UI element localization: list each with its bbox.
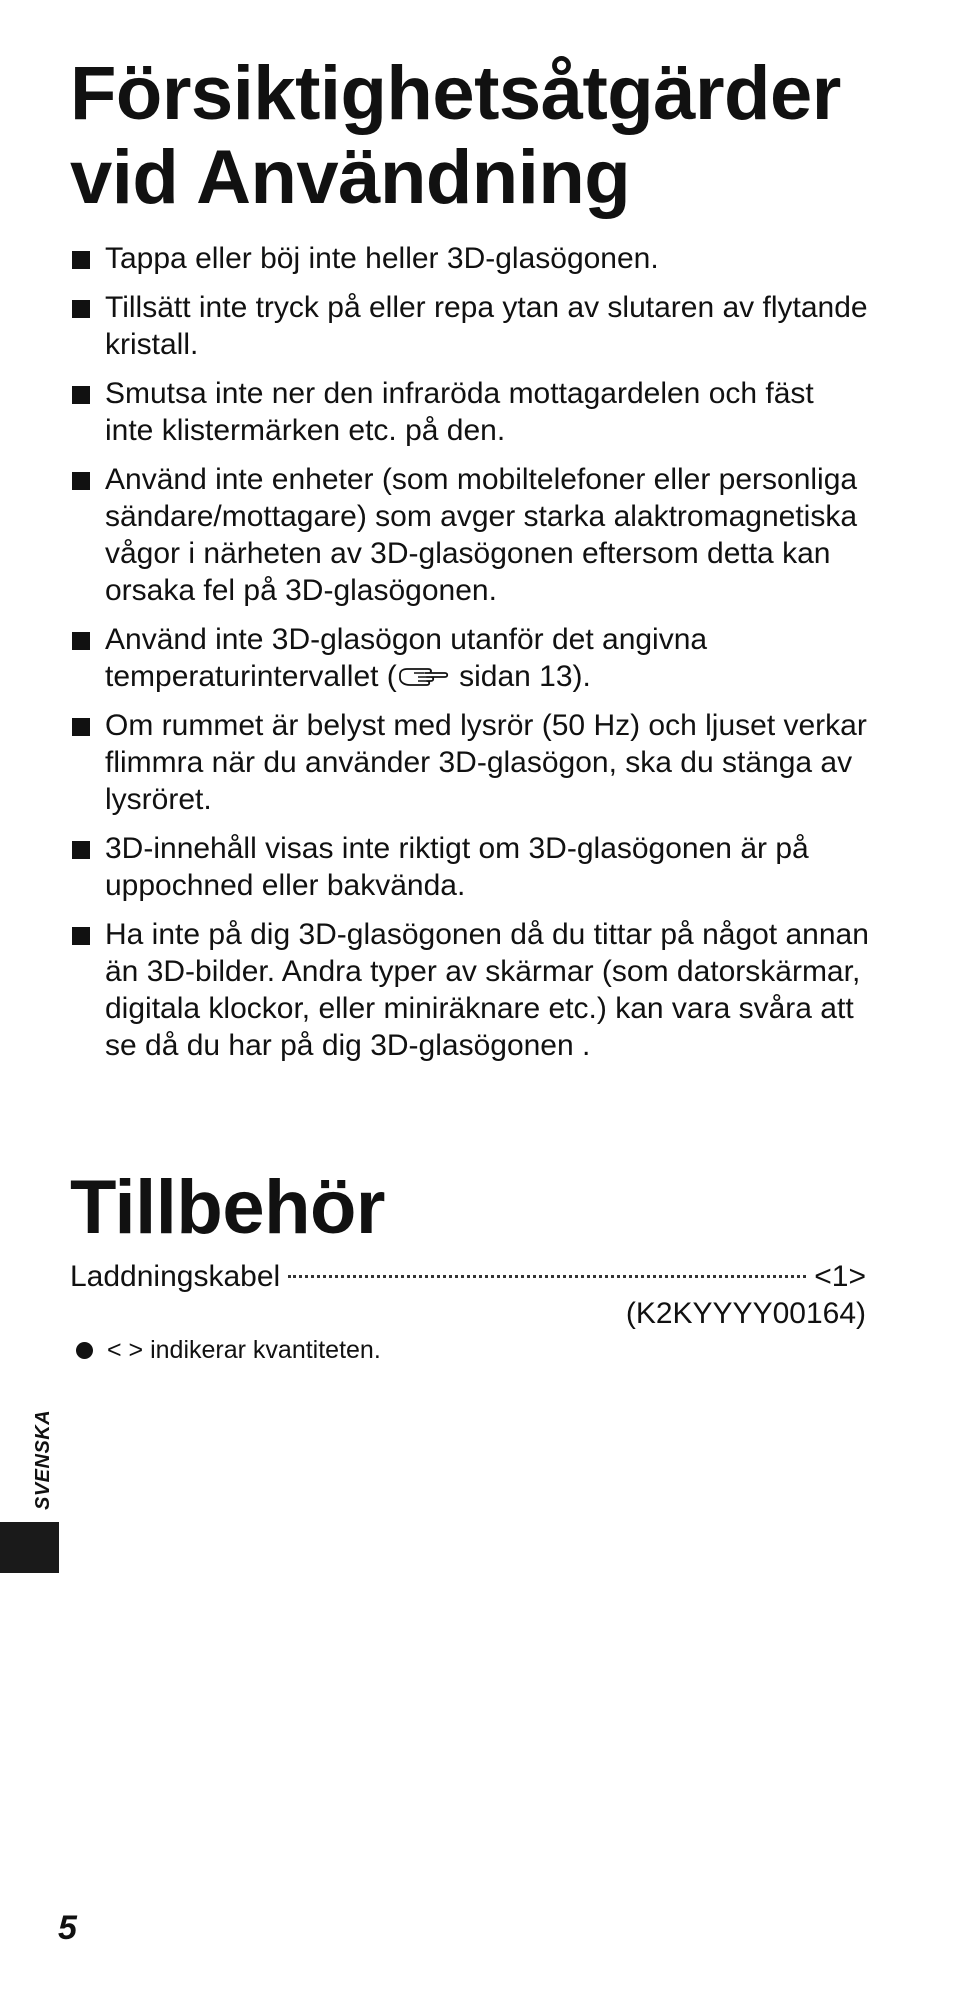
square-bullet-icon (72, 841, 90, 859)
pointing-hand-icon (398, 663, 450, 689)
square-bullet-icon (72, 927, 90, 945)
precaution-text: 3D-innehåll visas inte riktigt om 3D-glasögonen är på uppochned eller bakvända. (105, 832, 809, 902)
dot-leader (288, 1275, 806, 1278)
list-item (70, 830, 870, 904)
precaution-text: Tappa eller böj inte heller 3D-glasögonen. (105, 242, 659, 275)
list-item (70, 240, 870, 277)
language-tab-marker (0, 1522, 59, 1573)
list-item (70, 461, 870, 609)
precaution-text: Om rummet är belyst med lysrör (50 Hz) och ljuset verkar flimmra när du använder 3D-glasögon, ska du stänga av lysröret. (105, 709, 867, 816)
round-bullet-icon (76, 1342, 93, 1359)
precaution-text: Använd inte enheter (som mobiltelefoner eller personliga sändare/mottagare) som avger starka alaktromagnetiska vågor i närheten av 3D-glasögonen eftersom detta kan orsaka fel på 3D-glasögonen. (105, 463, 858, 607)
square-bullet-icon (72, 251, 90, 269)
precaution-text: Ha inte på dig 3D-glasögonen då du tittar på något annan än 3D-bilder. Andra typer av skärmar (som datorskärmar, digitala klockor, eller miniräknare etc.) kan vara svåra att se då du har på dig 3D-glasögonen . (105, 918, 869, 1062)
square-bullet-icon (72, 300, 90, 318)
precaution-text-before: Använd inte 3D-glasögon utanför det angivna temperaturintervallet ( (105, 623, 708, 693)
list-item (70, 621, 870, 695)
accessories-heading: Tillbehör (70, 1165, 386, 1250)
quantity-note (76, 1334, 381, 1366)
list-item (70, 916, 870, 1064)
accessory-row (70, 1258, 866, 1295)
page-number: 5 (58, 1909, 77, 1947)
precaution-text: Smutsa inte ner den infraröda mottagardelen och fäst inte klistermärken etc. på den. (105, 377, 814, 447)
language-label-text: SVENSKA (32, 1409, 54, 1510)
square-bullet-icon (72, 718, 90, 736)
square-bullet-icon (72, 472, 90, 490)
language-tab-label (30, 1400, 56, 1510)
quantity-note-text: < > indikerar kvantiteten. (107, 1336, 381, 1364)
square-bullet-icon (72, 632, 90, 650)
precaution-text-after: sidan 13). (450, 660, 591, 693)
list-item (70, 707, 870, 818)
list-item (70, 289, 870, 363)
precautions-list (70, 240, 870, 1076)
precaution-text: Tillsätt inte tryck på eller repa ytan av slutaren av flytande kristall. (105, 291, 868, 361)
square-bullet-icon (72, 386, 90, 404)
accessory-name: Laddningskabel (70, 1260, 281, 1293)
list-item (70, 375, 870, 449)
accessory-part-number: (K2KYYYY00164) (625, 1297, 866, 1330)
accessory-quantity: <1> (814, 1260, 866, 1293)
page-title: Försiktighetsåtgärder vid Användning (70, 51, 841, 220)
